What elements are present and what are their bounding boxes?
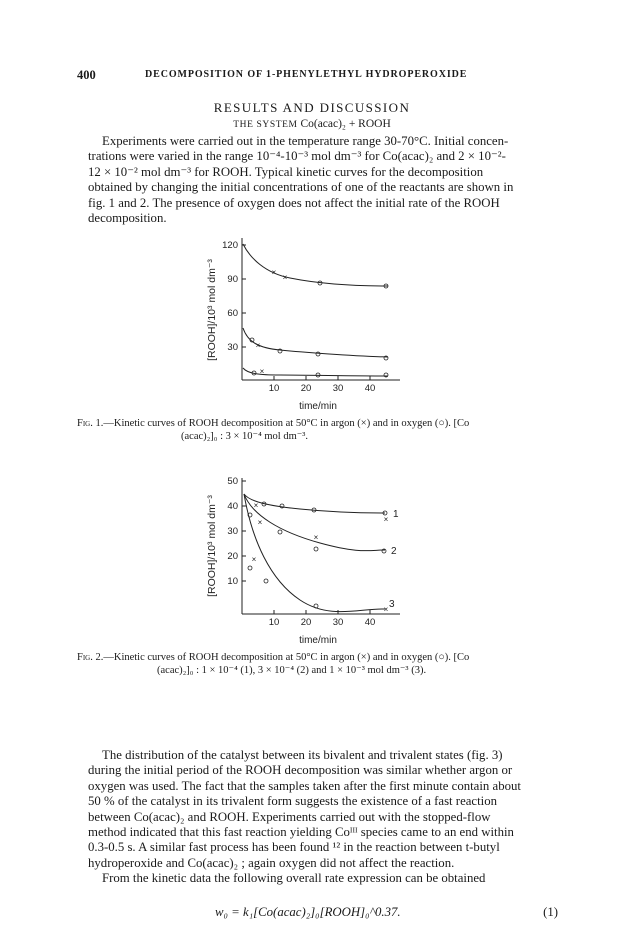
para-line: oxygen was used. The fact that the samples taken after the first minute contain about (88, 778, 521, 793)
subtitle-prefix: THE SYSTEM (233, 120, 298, 130)
running-head (77, 68, 547, 83)
fig1-xtick: 20 (300, 383, 312, 394)
fig1-curve-middle (243, 328, 388, 357)
fig2-ytick: 20 (227, 551, 238, 562)
fig1-curve-upper (243, 244, 388, 286)
fig2-curve-label-1: 1 (393, 509, 399, 520)
fig2-point-x: × (253, 501, 259, 510)
fig2-curve-1 (244, 494, 385, 513)
para-line: decomposition. (88, 211, 167, 226)
fig2-xtick: 40 (364, 617, 376, 628)
para-line: Experiments were carried out in the temperature range 30-70°C. Initial concen- (102, 134, 509, 148)
subtitle-rest: Co(acac)₂ + ROOH (300, 118, 391, 130)
figure-1 (190, 228, 430, 416)
fig1-caption-label: Fig. 1. (77, 418, 104, 429)
fig2-caption-label: Fig. 2. (77, 652, 104, 663)
fig1-ylabel: [ROOH]/10³ mol dm⁻³ (206, 259, 218, 361)
fig1-point-x: × (259, 367, 265, 376)
fig2-xtick: 30 (332, 617, 344, 628)
fig2-ytick: 40 (227, 501, 238, 512)
figure-2 (190, 470, 430, 650)
fig2-ytick: 50 (227, 476, 238, 487)
fig1-caption-line2: (acac)₂]₀ : 3 × 10⁻⁴ mol dm⁻³. (181, 430, 309, 442)
fig1-ytick: 30 (227, 342, 238, 353)
fig2-point-o (314, 547, 318, 551)
para-line: during the initial period of the ROOH decomposition was similar whether argon or (88, 763, 513, 778)
fig2-point-o (280, 504, 284, 508)
para-line: fig. 1 and 2. The presence of oxygen does not affect the initial rate of the ROOH (88, 195, 500, 210)
equation-number: (1) (543, 905, 558, 919)
section-title: RESULTS AND DISCUSSION (213, 100, 411, 115)
fig1-curve-lower (243, 368, 388, 376)
para-line: method indicated that this fast reaction yielding Coᴵᴵᴵ species came to an end within (88, 825, 514, 840)
para-line: 50 % of the catalyst in its trivalent form suggests the existence of a fast reaction (88, 794, 498, 809)
fig2-xtick: 10 (268, 617, 280, 628)
fig1-point-x: × (255, 341, 261, 350)
fig2-ylabel: [ROOH]/10³ mol dm⁻³ (206, 495, 218, 597)
fig2-xtick: 20 (300, 617, 312, 628)
fig2-point-x: × (383, 515, 389, 524)
fig1-xtick: 10 (268, 383, 280, 394)
para-line: The distribution of the catalyst between its bivalent and trivalent states (fig. 3) (102, 748, 503, 762)
fig2-point-o (248, 566, 252, 570)
fig1-point-x: × (271, 268, 277, 277)
figure-2-caption (77, 652, 547, 678)
fig2-curve-label-2: 2 (391, 546, 397, 557)
fig2-point-o (278, 530, 282, 534)
fig2-point-x: × (251, 555, 257, 564)
paragraph-distribution (88, 748, 558, 887)
figure-1-caption (77, 418, 547, 444)
fig2-caption-text: —Kinetic curves of ROOH decomposition at 50°C in argon (×) and in oxygen (○). [Co (103, 652, 470, 663)
para-line: between Co(acac)₂ and ROOH. Experiments carried out with the stopped-flow (88, 809, 491, 824)
fig2-xlabel: time/min (299, 635, 337, 646)
fig2-point-x: × (257, 518, 263, 527)
fig1-ytick: 60 (227, 308, 238, 319)
para-line: 0.3-0.5 s. A similar fast process has been found ¹² in the reaction between t-butyl (88, 840, 500, 855)
para-line: trations were varied in the range 10⁻⁴-10⁻³ mol dm⁻³ for Co(acac)₂ and 2 × 10⁻²- (88, 149, 506, 164)
equation-expression: w₀ = k₁[Co(acac)₂]₀[ROOH]₀^0.37. (215, 905, 401, 919)
fig1-caption-text: —Kinetic curves of ROOH decomposition at 50°C in argon (×) and in oxygen (○). [Co (103, 418, 470, 429)
fig2-point-x: × (313, 533, 319, 542)
fig2-point-x: × (383, 605, 389, 614)
fig1-xtick: 30 (332, 383, 344, 394)
fig1-point-x: × (282, 273, 288, 282)
para-line: From the kinetic data the following overall rate expression can be obtained (102, 871, 486, 886)
para-line: hydroperoxide and Co(acac)₂ ; again oxygen did not affect the reaction. (88, 855, 455, 870)
fig1-ytick: 120 (222, 240, 238, 251)
para-line: 12 × 10⁻² mol dm⁻³ for ROOH. Typical kinetic curves for the decomposition (88, 164, 484, 179)
fig2-caption-line2: (acac)₂]₀ : 1 × 10⁻⁴ (1), 3 × 10⁻⁴ (2) and 1 × 10⁻³ mol dm⁻³ (3). (157, 664, 427, 676)
fig2-curve-label-3: 3 (389, 599, 395, 610)
fig2-ytick: 10 (227, 576, 238, 587)
download-watermark-text (0, 280, 1, 656)
page-number: 400 (77, 68, 96, 82)
section-subtitle (77, 118, 547, 130)
running-title: DECOMPOSITION OF 1-PHENYLETHYL HYDROPEROXIDE (145, 69, 468, 80)
para-line: obtained by changing the initial concentrations of one of the reactants are shown in (88, 180, 514, 195)
fig1-ytick: 90 (227, 274, 238, 285)
paragraph-intro (88, 134, 558, 226)
fig2-point-o (264, 579, 268, 583)
fig2-ytick: 30 (227, 526, 238, 537)
fig1-point-o (316, 352, 320, 356)
fig1-xtick: 40 (364, 383, 376, 394)
fig1-xlabel: time/min (299, 401, 337, 412)
